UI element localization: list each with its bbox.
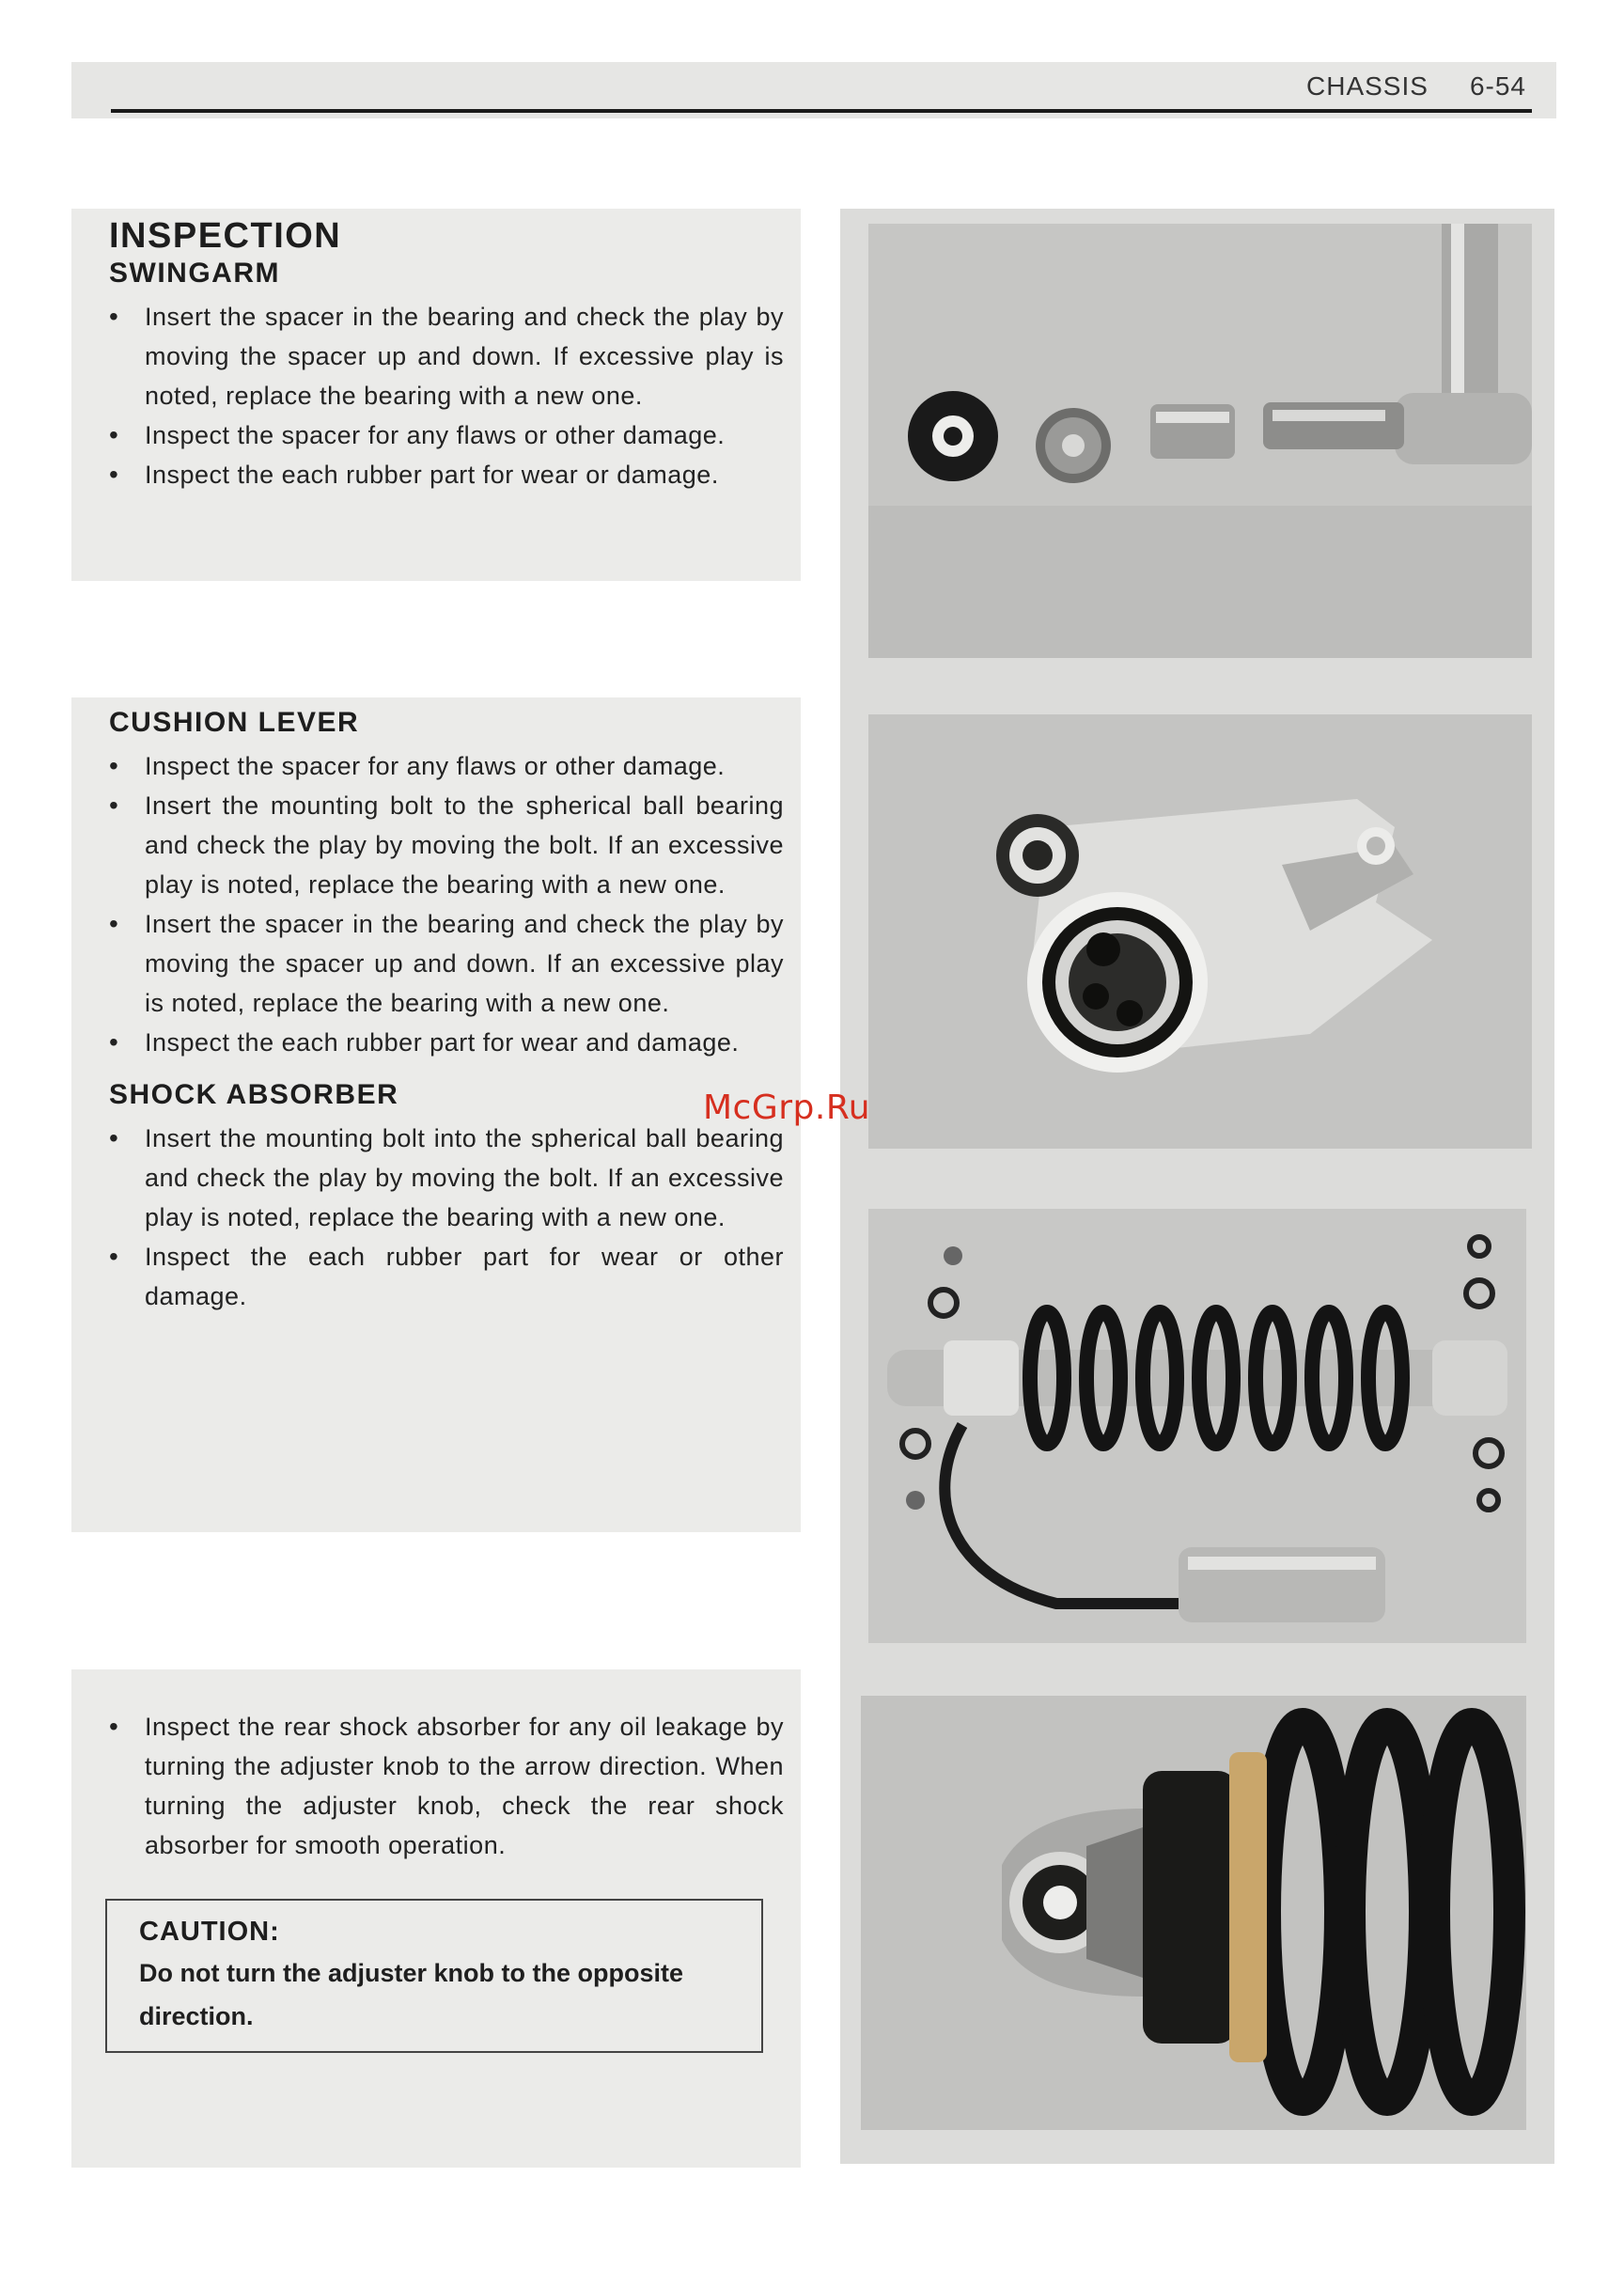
list-item: • Inspect the each rubber part for wear and damage. bbox=[109, 1023, 784, 1062]
shock-absorber-image bbox=[868, 1209, 1526, 1643]
cushion-lever-section bbox=[71, 697, 801, 1532]
list-item: • Inspect the rear shock absorber for any oil leakage by turning the adjuster knob to the arrow direction. When turning the adjuster knob, check the rear shock absorber for smooth operation. bbox=[109, 1707, 784, 1865]
watermark: McGrp.Ru bbox=[703, 1089, 871, 1127]
cushion-lever-list bbox=[109, 746, 784, 1062]
shock-absorber-heading: SHOCK ABSORBER bbox=[109, 1079, 399, 1110]
cushion-lever-photo bbox=[868, 714, 1532, 1149]
list-item: • Insert the spacer in the bearing and check the play by moving the spacer up and down. If an excessive play is noted, replace the bearing with a new one. bbox=[109, 904, 784, 1023]
caution-title: CAUTION: bbox=[139, 1917, 280, 1947]
swingarm-heading: SWINGARM bbox=[109, 258, 280, 289]
list-item: • Inspect the each rubber part for wear or damage. bbox=[109, 455, 784, 494]
cushion-lever-image bbox=[868, 714, 1532, 1149]
caution-body: Do not turn the adjuster knob to the opposite direction. bbox=[139, 1959, 683, 2030]
list-item: • Inspect the spacer for any flaws or other damage. bbox=[109, 746, 784, 786]
swingarm-section bbox=[71, 209, 801, 581]
swingarm-parts-photo bbox=[868, 224, 1532, 658]
shock-absorber-photo bbox=[868, 1209, 1526, 1643]
inspection-title: INSPECTION bbox=[109, 216, 342, 256]
list-item: • Insert the mounting bolt into the spherical ball bearing and check the play by moving the bolt. If an excessive play is noted, replace the bearing with a new one. bbox=[109, 1119, 784, 1237]
shock-mount-closeup-photo bbox=[861, 1696, 1526, 2130]
list-item: • Insert the mounting bolt to the spherical ball bearing and check the play by moving the bolt. If an excessive play is noted, replace the bearing with a new one. bbox=[109, 786, 784, 904]
swingarm-list bbox=[109, 297, 784, 494]
rear-shock-list bbox=[109, 1707, 784, 1865]
caution-box bbox=[105, 1899, 763, 2053]
page-number: 6-54 bbox=[1469, 71, 1526, 101]
list-item: • Inspect the spacer for any flaws or other damage. bbox=[109, 415, 784, 455]
shock-mount-closeup-image bbox=[861, 1696, 1526, 2130]
swingarm-parts-image bbox=[868, 224, 1532, 658]
rear-shock-section bbox=[71, 1669, 801, 2168]
list-item: • Inspect the each rubber part for wear or other damage. bbox=[109, 1237, 784, 1316]
header-text bbox=[1306, 71, 1526, 102]
cushion-lever-heading: CUSHION LEVER bbox=[109, 707, 360, 738]
section-title: CHASSIS bbox=[1306, 71, 1429, 101]
header-rule bbox=[111, 109, 1532, 113]
list-item: • Insert the spacer in the bearing and check the play by moving the spacer up and down. If excessive play is noted, replace the bearing with a new one. bbox=[109, 297, 784, 415]
shock-absorber-list bbox=[109, 1119, 784, 1316]
